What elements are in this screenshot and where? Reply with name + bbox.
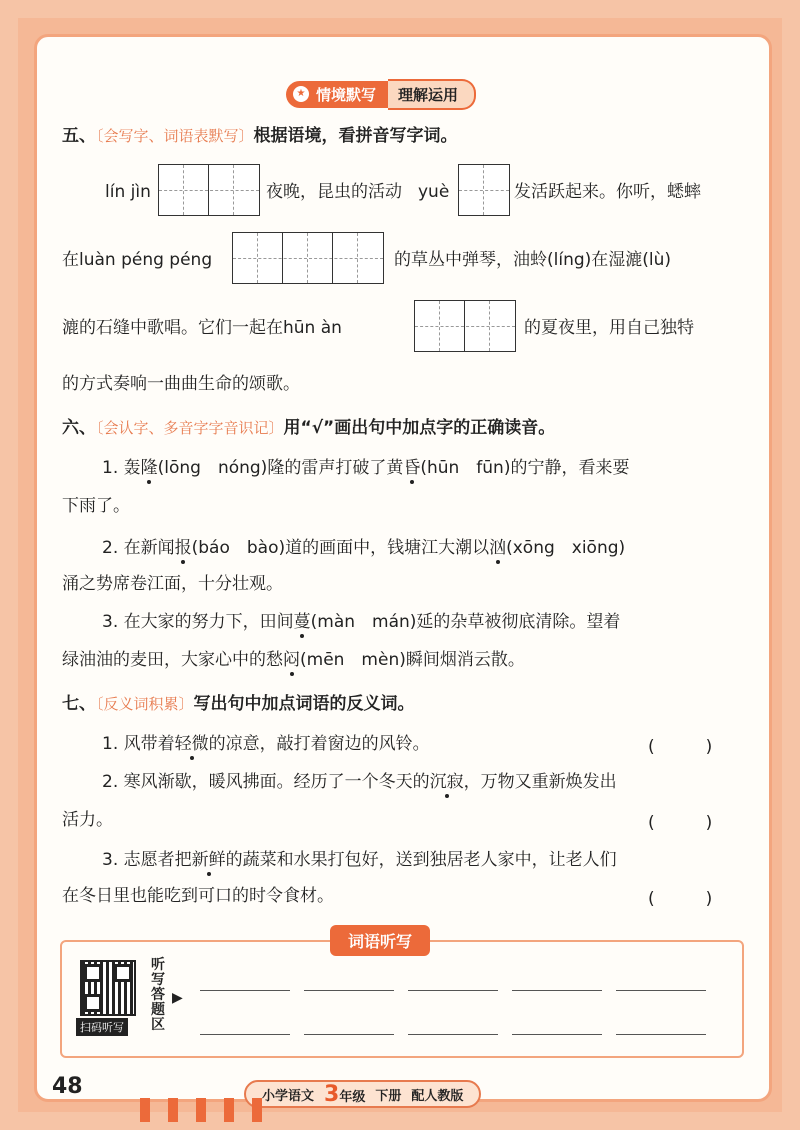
sec7-item1: 1. 风带着轻微的凉意，敲打着窗边的风铃。	[102, 734, 430, 754]
sec6-item3: 3. 在大家的努力下，田间蔓(màn mán)延的杂草被彻底清除。望着	[102, 612, 621, 632]
sec5-instruction: 根据语境，看拼音写字词。	[253, 126, 458, 146]
sec6-tag: 〔会认字、多音字字音识记〕	[96, 419, 284, 437]
grade-label: 年级	[339, 1089, 366, 1105]
volume-label: 下册	[375, 1088, 402, 1104]
answer-grid-4[interactable]	[414, 300, 516, 352]
sec6-item1-cont: 下雨了。	[62, 496, 130, 516]
sec6-item3-cont: 绿油油的麦田，大家心中的愁闷(mēn mèn)瞬间烟消云散。	[62, 650, 525, 670]
grade-number: 3	[324, 1081, 340, 1107]
answer-blank-2[interactable]: ( )	[648, 813, 713, 833]
write-line[interactable]	[408, 1034, 498, 1035]
write-line[interactable]	[304, 990, 394, 991]
answer-blank-3[interactable]: ( )	[648, 889, 713, 909]
write-line[interactable]	[512, 990, 602, 991]
sec6-heading	[62, 416, 555, 440]
sec5-line1-end: 发活跃起来。你听，蟋蟀	[514, 182, 701, 202]
answer-grid-3[interactable]	[232, 232, 384, 284]
dotted-char: 闷	[283, 650, 300, 670]
badge-icon: ★	[293, 86, 309, 102]
answer-blank-1[interactable]: ( )	[648, 737, 713, 757]
dotted-char: 隆	[140, 458, 158, 478]
answer-grid-2[interactable]	[458, 164, 510, 216]
dotted-char: 汹	[489, 538, 507, 558]
sec6-instruction: 用“√”画出句中加点字的正确读音。	[283, 418, 556, 438]
dotted-char: 昏	[403, 458, 421, 478]
sec7-number: 七、	[62, 694, 96, 714]
dictation-title: 词语听写	[330, 925, 430, 956]
sec6-item2: 2. 在新闻报(báo bào)道的画面中，钱塘江大潮以汹(xōng xiōng)	[102, 538, 626, 558]
write-line[interactable]	[200, 990, 290, 991]
write-line[interactable]	[304, 1034, 394, 1035]
sec5-line1-text: 夜晚，昆虫的活动	[266, 182, 402, 202]
write-line[interactable]	[512, 1034, 602, 1035]
dotted-word: 新鲜	[191, 850, 226, 870]
sec5-line3-end: 的夏夜里，用自己独特	[524, 318, 694, 338]
pinyin-1: lín jìn	[105, 182, 151, 202]
edition-label: 配人教版	[411, 1088, 464, 1104]
qr-label: 扫码听写	[76, 1018, 128, 1036]
sec5-line2-start: 在luàn péng péng	[62, 250, 213, 270]
page-number: 48	[52, 1074, 83, 1099]
write-line[interactable]	[616, 1034, 706, 1035]
sec5-heading	[62, 124, 458, 148]
sec6-item2-cont: 涌之势席卷江面，十分壮观。	[62, 574, 283, 594]
pinyin-2: yuè	[418, 182, 450, 202]
sec5-line2-end: 的草丛中弹琴，油蛉(líng)在湿漉(lù)	[394, 250, 672, 270]
write-line[interactable]	[616, 990, 706, 991]
dotted-word: 轻微	[174, 734, 209, 754]
answer-grid-1[interactable]	[158, 164, 260, 216]
qr-code-icon[interactable]	[80, 960, 136, 1016]
sec7-tag: 〔反义词积累〕	[96, 695, 194, 713]
sec5-line3-start: 漉的石缝中歌唱。它们一起在hūn àn	[62, 318, 342, 338]
dictation-vertical-label: 听写答题区	[151, 957, 165, 1033]
write-line[interactable]	[408, 990, 498, 991]
write-line[interactable]	[200, 1034, 290, 1035]
dotted-char: 报	[174, 538, 192, 558]
dotted-word: 沉寂	[429, 772, 464, 792]
sec5-number: 五、	[62, 126, 96, 146]
decorative-stripes	[140, 1098, 262, 1122]
sec7-item3: 3. 志愿者把新鲜的蔬菜和水果打包好，送到独居老人家中，让老人们	[102, 850, 617, 870]
sec7-item2-cont: 活力。	[62, 810, 113, 830]
sec5-line4: 的方式奏响一曲曲生命的颂歌。	[62, 374, 300, 394]
sec6-number: 六、	[62, 418, 96, 438]
subject-label: 小学语文	[262, 1088, 315, 1104]
sec7-instruction: 写出句中加点词语的反义词。	[193, 694, 415, 714]
header-tag-sub: 理解运用	[388, 79, 476, 110]
arrow-right-icon: ▶	[172, 990, 183, 1006]
sec7-item3-cont: 在冬日里也能吃到可口的时令食材。	[62, 886, 334, 906]
sec7-heading	[62, 692, 415, 716]
header-left-label: 情境默写	[316, 85, 377, 104]
sec7-item2: 2. 寒风渐歇，暖风拂面。经历了一个冬天的沉寂，万物又重新焕发出	[102, 772, 617, 792]
sec5-tag: 〔会写字、词语表默写〕	[96, 127, 254, 145]
dotted-char: 蔓	[293, 612, 311, 632]
section-header	[286, 80, 476, 108]
sec6-item1: 1. 轰隆(lōng nóng)隆的雷声打破了黄昏(hūn fūn)的宁静，看来要	[102, 458, 630, 478]
book-info	[244, 1080, 481, 1108]
header-tag-main	[286, 81, 388, 108]
